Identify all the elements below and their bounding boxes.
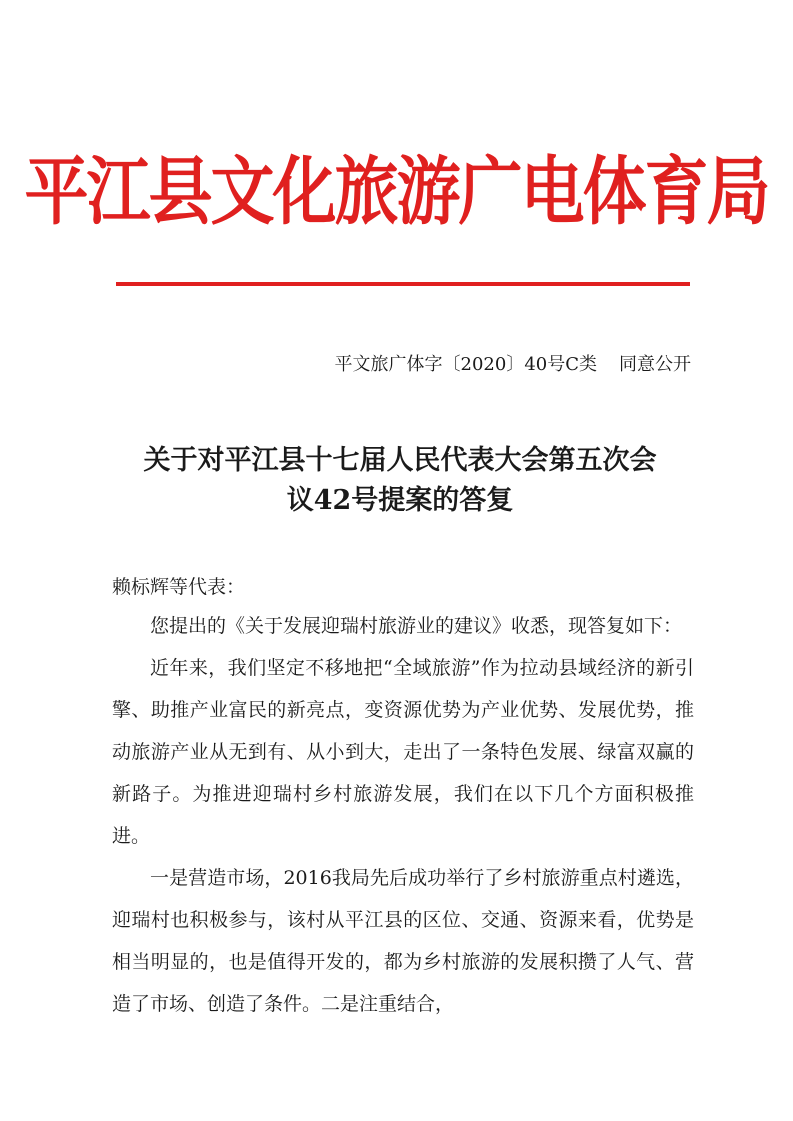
letterhead-org-name: 平江县文化旅游广电体育局 [24, 149, 769, 236]
body-text [112, 605, 694, 1025]
title-line-2: 议42号提案的答复 [286, 485, 514, 516]
paragraph: 近年来，我们坚定不移地把“全域旅游”作为拉动县域经济的新引擎、助推产业富民的新亮点，变资源优势为产业优势、发展优势，推动旅游产业从无到有、从小到大，走出了一条特色发展、绿富双赢的新路子。为推进迎瑞村乡村旅游发展，我们在以下几个方面积极推进。 [112, 657, 694, 847]
document-number [335, 352, 691, 378]
title-line-1: 关于对平江县十七届人民代表大会第五次会 [143, 445, 657, 476]
paragraph: 一是营造市场，2016我局先后成功举行了乡村旅游重点村遴选，迎瑞村也积极参与，该村从平江县的区位、交通、资源来看，优势是相当明显的，也是值得开发的，都为乡村旅游的发展积攒了人气、营造了市场、创造了条件。二是注重结合， [112, 867, 694, 1015]
salutation: 赖标辉等代表： [112, 576, 246, 598]
document-reference: 平文旅广体字〔2020〕40号C类 [334, 354, 597, 375]
paragraph: 您提出的《关于发展迎瑞村旅游业的建议》收悉，现答复如下： [150, 615, 683, 637]
letterhead-red-rule [116, 282, 690, 286]
disclosure-status: 同意公开 [619, 354, 691, 375]
document-title [100, 441, 700, 521]
